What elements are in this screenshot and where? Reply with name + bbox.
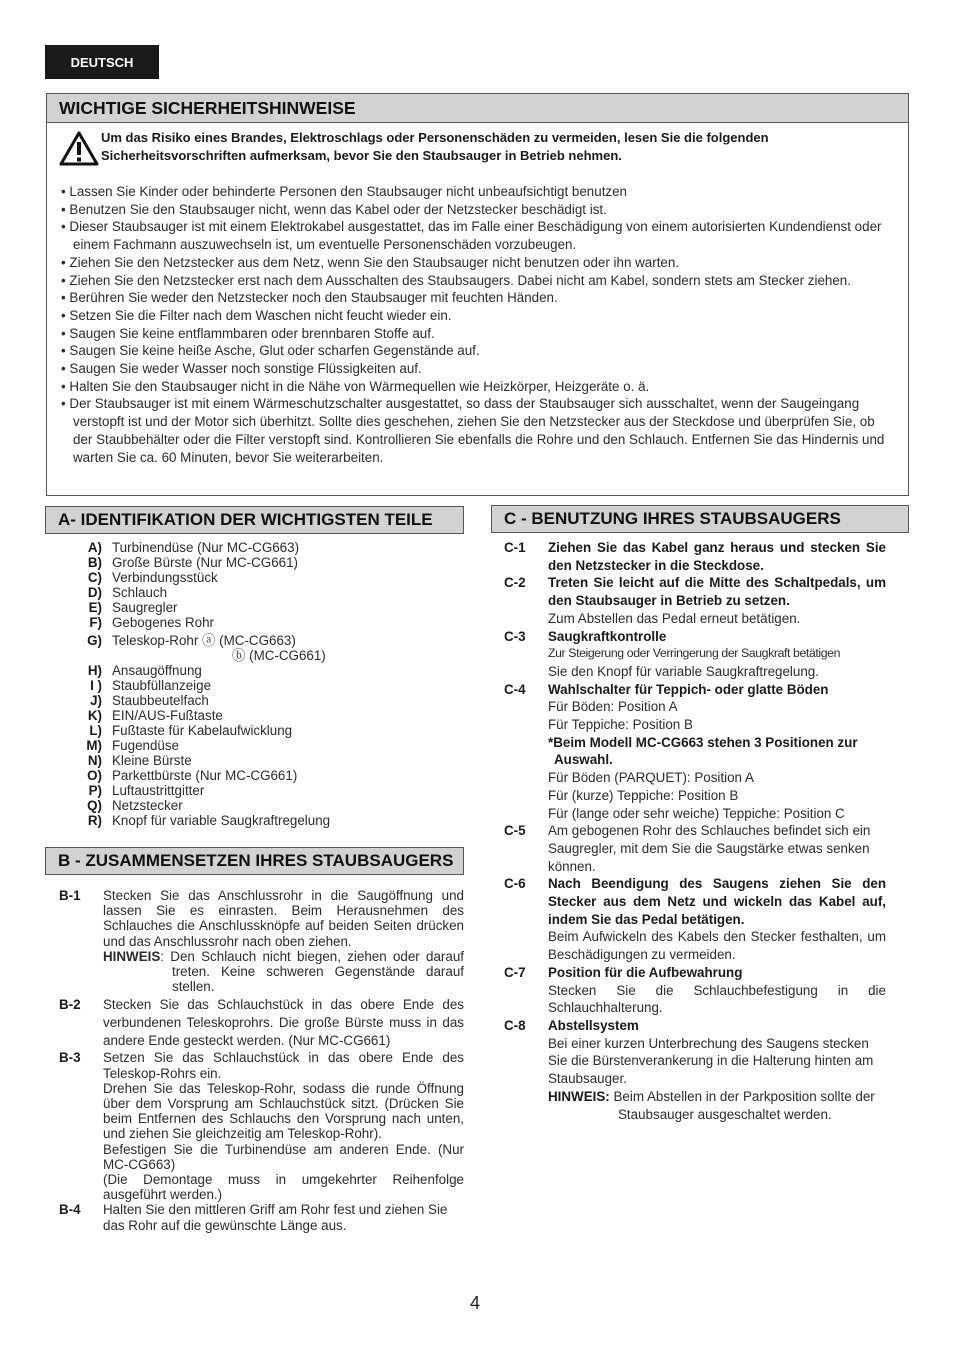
step-title: Saugkraftkontrolle bbox=[548, 628, 667, 644]
step-text: Halten Sie den mittleren Griff am Rohr fest und ziehen Sie das Rohr auf die gewünschte Länge aus. bbox=[103, 1202, 448, 1233]
safety-item: • Ziehen Sie den Netzstecker aus dem Netz, wenn Sie den Staubsauger nicht benutzen oder ihn warten. bbox=[61, 254, 680, 270]
step-id: B-1 bbox=[59, 888, 81, 903]
step-text: Beim Aufwickeln des Kabels den Stecker festhalten, um Beschädigungen zu vermeiden. bbox=[548, 929, 886, 963]
section-b-steps bbox=[59, 888, 464, 1233]
step-id: C-3 bbox=[504, 628, 526, 644]
part-label: Luftaustrittgitter bbox=[112, 783, 205, 798]
step-title: Abstellsystem bbox=[548, 1017, 639, 1033]
note-label: HINWEIS bbox=[103, 948, 161, 964]
language-tab: DEUTSCH bbox=[45, 45, 159, 79]
part-row bbox=[80, 663, 420, 678]
part-row bbox=[80, 768, 420, 783]
part-label: Ansaugöffnung bbox=[112, 663, 202, 678]
step-text: Stecken Sie das Schlauchstück in das obere Ende des verbundenen Teleskoprohrs. Die große Bürste muss in das andere Ende gesteckt werden. (Nur MC-CG661) bbox=[103, 997, 464, 1049]
part-letter: K) bbox=[87, 708, 102, 723]
part-letter: M) bbox=[86, 738, 102, 753]
step-id: B-2 bbox=[59, 997, 81, 1013]
step-b3 bbox=[59, 1050, 464, 1202]
part-label: Fugendüse bbox=[112, 738, 180, 753]
step-text: (Die Demontage muss in umgekehrter Reihenfolge ausgeführt werden.) bbox=[103, 1172, 464, 1203]
step-note bbox=[548, 1088, 886, 1123]
parts-list bbox=[80, 540, 420, 828]
section-a-title: A- IDENTIFIKATION DER WICHTIGSTEN TEILE bbox=[45, 506, 464, 534]
part-label: Gebogenes Rohr bbox=[112, 615, 214, 630]
step-id: C-1 bbox=[504, 540, 526, 555]
part-label: Parkettbürste (Nur MC-CG661) bbox=[112, 768, 298, 783]
part-row bbox=[80, 555, 420, 570]
step-id: B-3 bbox=[59, 1050, 81, 1066]
step-text: Bei einer kurzen Unterbrechung des Saugens stecken Sie die Bürstenverankerung in die Halterung hinten am Staubsauger. bbox=[548, 1035, 874, 1087]
part-label: Fußtaste für Kabelaufwicklung bbox=[112, 723, 293, 738]
part-row bbox=[80, 783, 420, 798]
part-row bbox=[80, 540, 420, 555]
warning-text bbox=[101, 129, 769, 165]
part-label: Staubfüllanzeige bbox=[112, 678, 212, 693]
part-label: ⓑ (MC-CG661) bbox=[232, 648, 326, 663]
step-c4 bbox=[504, 681, 886, 823]
part-label: EIN/AUS-Fußtaste bbox=[112, 708, 223, 723]
part-row bbox=[80, 615, 420, 630]
part-letter: N) bbox=[87, 753, 102, 768]
part-label: Teleskop-Rohr ⓐ (MC-CG663) bbox=[112, 633, 296, 648]
safety-item: • Saugen Sie keine entflammbaren oder brennbaren Stoffe auf. bbox=[61, 325, 435, 341]
step-b2 bbox=[59, 996, 464, 1050]
step-text: Drehen Sie das Teleskop-Rohr, sodass die runde Öffnung über dem Vorsprung am Schlauchstück sitzt. (Drücken Sie beim Entfernen des Schlauchs den Vorsprung nach unten, und ziehen Sie gleichzeitig am Teleskop-Rohr). bbox=[103, 1080, 464, 1142]
step-subtext: Zum Abstellen das Pedal erneut betätigen. bbox=[548, 610, 801, 626]
part-label: Knopf für variable Saugkraftregelung bbox=[112, 813, 331, 828]
part-label: Kleine Bürste bbox=[112, 753, 192, 768]
step-id: C-8 bbox=[504, 1017, 526, 1033]
safety-title: WICHTIGE SICHERHEITSHINWEISE bbox=[47, 94, 908, 123]
section-b-title: B - ZUSAMMENSETZEN IHRES STAUBSAUGERS bbox=[45, 847, 464, 875]
safety-item: • Berühren Sie weder den Netzstecker noch den Staubsauger mit feuchten Händen. bbox=[61, 290, 558, 306]
step-title: Wahlschalter für Teppich- oder glatte Böden bbox=[548, 681, 829, 697]
safety-item: • Lassen Sie Kinder oder behinderte Personen den Staubsauger nicht unbeaufsichtigt benutzen bbox=[61, 184, 628, 199]
part-letter: A) bbox=[87, 540, 102, 555]
part-letter: F) bbox=[89, 615, 102, 630]
step-id: C-2 bbox=[504, 575, 526, 591]
part-letter: D) bbox=[87, 585, 102, 600]
safety-item: • Dieser Staubsauger ist mit einem Elektrokabel ausgestattet, das im Falle einer Beschädigung von einem autorisierten Kundendienst oder einem Fachmann auszuwechseln ist, um eventuelle Personenschäden vorzubeugen. bbox=[61, 219, 882, 253]
note-text: Beim Abstellen in der Parkposition sollte der Staubsauger ausgeschaltet werden. bbox=[609, 1088, 875, 1122]
step-text: Sie den Knopf für variable Saugkraftregelung. bbox=[548, 663, 819, 679]
part-label: Verbindungsstück bbox=[112, 570, 218, 585]
step-c6 bbox=[504, 875, 886, 964]
part-row bbox=[80, 753, 420, 768]
step-text: Für Böden (PARQUET): Position A bbox=[548, 770, 754, 786]
step-note: *Beim Modell MC-CG663 stehen 3 Positionen zur Auswahl. bbox=[548, 734, 858, 768]
safety-list bbox=[47, 167, 908, 466]
step-text: Setzen Sie das Schlauchstück in das obere Ende des Teleskop-Rohrs ein. bbox=[103, 1050, 464, 1081]
step-id: C-5 bbox=[504, 823, 526, 839]
step-id: C-6 bbox=[504, 876, 526, 892]
part-letter: B) bbox=[87, 555, 102, 570]
step-c2 bbox=[504, 574, 886, 627]
part-letter: O) bbox=[87, 768, 102, 783]
step-text: Zur Steigerung oder Verringerung der Saugkraft betätigen bbox=[548, 646, 841, 661]
part-row bbox=[80, 600, 420, 615]
step-b4 bbox=[59, 1202, 464, 1232]
step-title: Nach Beendigung des Saugens ziehen Sie den Stecker aus dem Netz und wickeln das Kabel auf, indem Sie das Pedal betätigen. bbox=[548, 876, 886, 927]
part-row bbox=[80, 693, 420, 708]
part-letter: H) bbox=[87, 663, 102, 678]
step-text: Befestigen Sie die Turbinendüse am anderen Ende. (Nur MC-CG663) bbox=[103, 1141, 464, 1172]
part-letter: L) bbox=[89, 723, 102, 738]
safety-item: • Halten Sie den Staubsauger nicht in die Nähe von Wärmequellen wie Heizkörper, Heizgeräte o. ä. bbox=[61, 378, 650, 394]
warning-line-2: Sicherheitsvorschriften aufmerksam, bevor Sie den Staubsauger in Betrieb nehmen. bbox=[101, 148, 622, 163]
step-title: Position für die Aufbewahrung bbox=[548, 964, 743, 980]
part-row bbox=[80, 708, 420, 723]
step-note bbox=[103, 949, 464, 995]
part-letter: G) bbox=[87, 633, 102, 648]
part-letter: R) bbox=[87, 813, 102, 828]
part-label: Große Bürste (Nur MC-CG661) bbox=[112, 555, 299, 570]
page-number: 4 bbox=[470, 1293, 481, 1313]
part-letter: C) bbox=[87, 570, 102, 585]
part-label: Schlauch bbox=[112, 585, 168, 600]
part-label: Staubbeutelfach bbox=[112, 693, 209, 708]
step-id: C-7 bbox=[504, 964, 526, 980]
warning-triangle-icon bbox=[59, 131, 99, 167]
section-c-title: C - BENUTZUNG IHRES STAUBSAUGERS bbox=[491, 505, 909, 533]
part-row bbox=[80, 798, 420, 813]
safety-item: • Saugen Sie weder Wasser noch sonstige Flüssigkeiten auf. bbox=[61, 361, 422, 377]
part-label: Saugregler bbox=[112, 600, 178, 615]
section-c-steps bbox=[504, 539, 886, 1123]
part-letter: J) bbox=[90, 693, 102, 708]
step-text: Treten Sie leicht auf die Mitte des Schaltpedals, um den Staubsauger in Betrieb zu setzen. bbox=[548, 575, 886, 609]
part-letter: Q) bbox=[87, 798, 102, 813]
step-c3 bbox=[504, 628, 886, 681]
part-row bbox=[80, 678, 420, 693]
step-b1 bbox=[59, 888, 464, 994]
step-text: Für Teppiche: Position B bbox=[548, 717, 693, 733]
note-label: HINWEIS: bbox=[548, 1088, 610, 1104]
safety-section bbox=[46, 93, 909, 496]
warning-row bbox=[47, 123, 908, 167]
note-text: : Den Schlauch nicht biegen, ziehen oder darauf treten. Keine schweren Gegenstände darauf stellen. bbox=[160, 948, 464, 995]
step-text: Am gebogenen Rohr des Schlauches befindet sich ein Saugregler, mit dem Sie die Saugstärke etwas senken können. bbox=[548, 823, 871, 874]
safety-item: • Benutzen Sie den Staubsauger nicht, wenn das Kabel oder der Netzstecker beschädigt ist. bbox=[61, 201, 607, 217]
step-c8 bbox=[504, 1017, 886, 1123]
step-text: Für (kurze) Teppiche: Position B bbox=[548, 787, 739, 803]
part-letter: P) bbox=[88, 783, 102, 798]
safety-item: • Der Staubsauger ist mit einem Wärmeschutzschalter ausgestattet, so dass der Staubsauger sich ausschaltet, wenn der Saugeingang verstopft ist und der Motor sich überhitzt. Sollte dies geschehen, ziehen Sie den Netzstecker aus der Steckdose und überprüfen Sie, ob der Staubbehälter oder die Filter verstopft sind. Kontrollieren Sie ebenfalls die Rohre und den Schlauch. Entfernen Sie das Hindernis und warten Sie ca. 60 Minuten, bevor Sie weiterarbeiten. bbox=[61, 396, 885, 465]
safety-item: • Setzen Sie die Filter nach dem Waschen nicht feucht wieder ein. bbox=[61, 307, 452, 323]
part-row bbox=[80, 648, 420, 663]
part-letter bbox=[80, 648, 102, 663]
part-letter: E) bbox=[88, 600, 102, 615]
step-text: Für (lange oder sehr weiche) Teppiche: Position C bbox=[548, 805, 845, 821]
step-c5 bbox=[504, 822, 886, 875]
safety-item: • Saugen Sie keine heiße Asche, Glut oder scharfen Gegenstände auf. bbox=[61, 343, 480, 359]
part-row bbox=[80, 570, 420, 585]
step-text: Stecken Sie das Anschlussrohr in die Saugöffnung und lassen Sie es einrasten. Beim Herausnehmen des Schlauches die Anschlussknöpfe auf beiden Seiten drücken und das Anschlussrohr nach oben ziehen. bbox=[103, 888, 464, 949]
step-c7 bbox=[504, 964, 886, 1017]
step-id: B-4 bbox=[59, 1202, 81, 1218]
part-row bbox=[80, 738, 420, 753]
part-row bbox=[80, 723, 420, 738]
part-label: Turbinendüse (Nur MC-CG663) bbox=[112, 540, 300, 555]
step-text: Ziehen Sie das Kabel ganz heraus und stecken Sie den Netzstecker in die Steckdose. bbox=[548, 540, 886, 573]
safety-item: • Ziehen Sie den Netzstecker erst nach dem Ausschalten des Staubsaugers. Dabei nicht am Kabel, sondern stets am Stecker ziehen. bbox=[61, 272, 851, 288]
step-text: Für Böden: Position A bbox=[548, 699, 678, 715]
step-text: Stecken Sie die Schlauchbefestigung in die Schlauchhalterung. bbox=[548, 982, 886, 1016]
part-row bbox=[80, 585, 420, 600]
part-row bbox=[80, 633, 420, 648]
part-letter: I ) bbox=[90, 678, 102, 693]
warning-line-1: Um das Risiko eines Brandes, Elektroschlags oder Personenschäden zu vermeiden, lesen Sie die folgenden bbox=[101, 130, 769, 145]
step-c1 bbox=[504, 539, 886, 574]
part-row bbox=[80, 813, 420, 828]
step-id: C-4 bbox=[504, 681, 526, 697]
part-label: Netzstecker bbox=[112, 798, 183, 813]
